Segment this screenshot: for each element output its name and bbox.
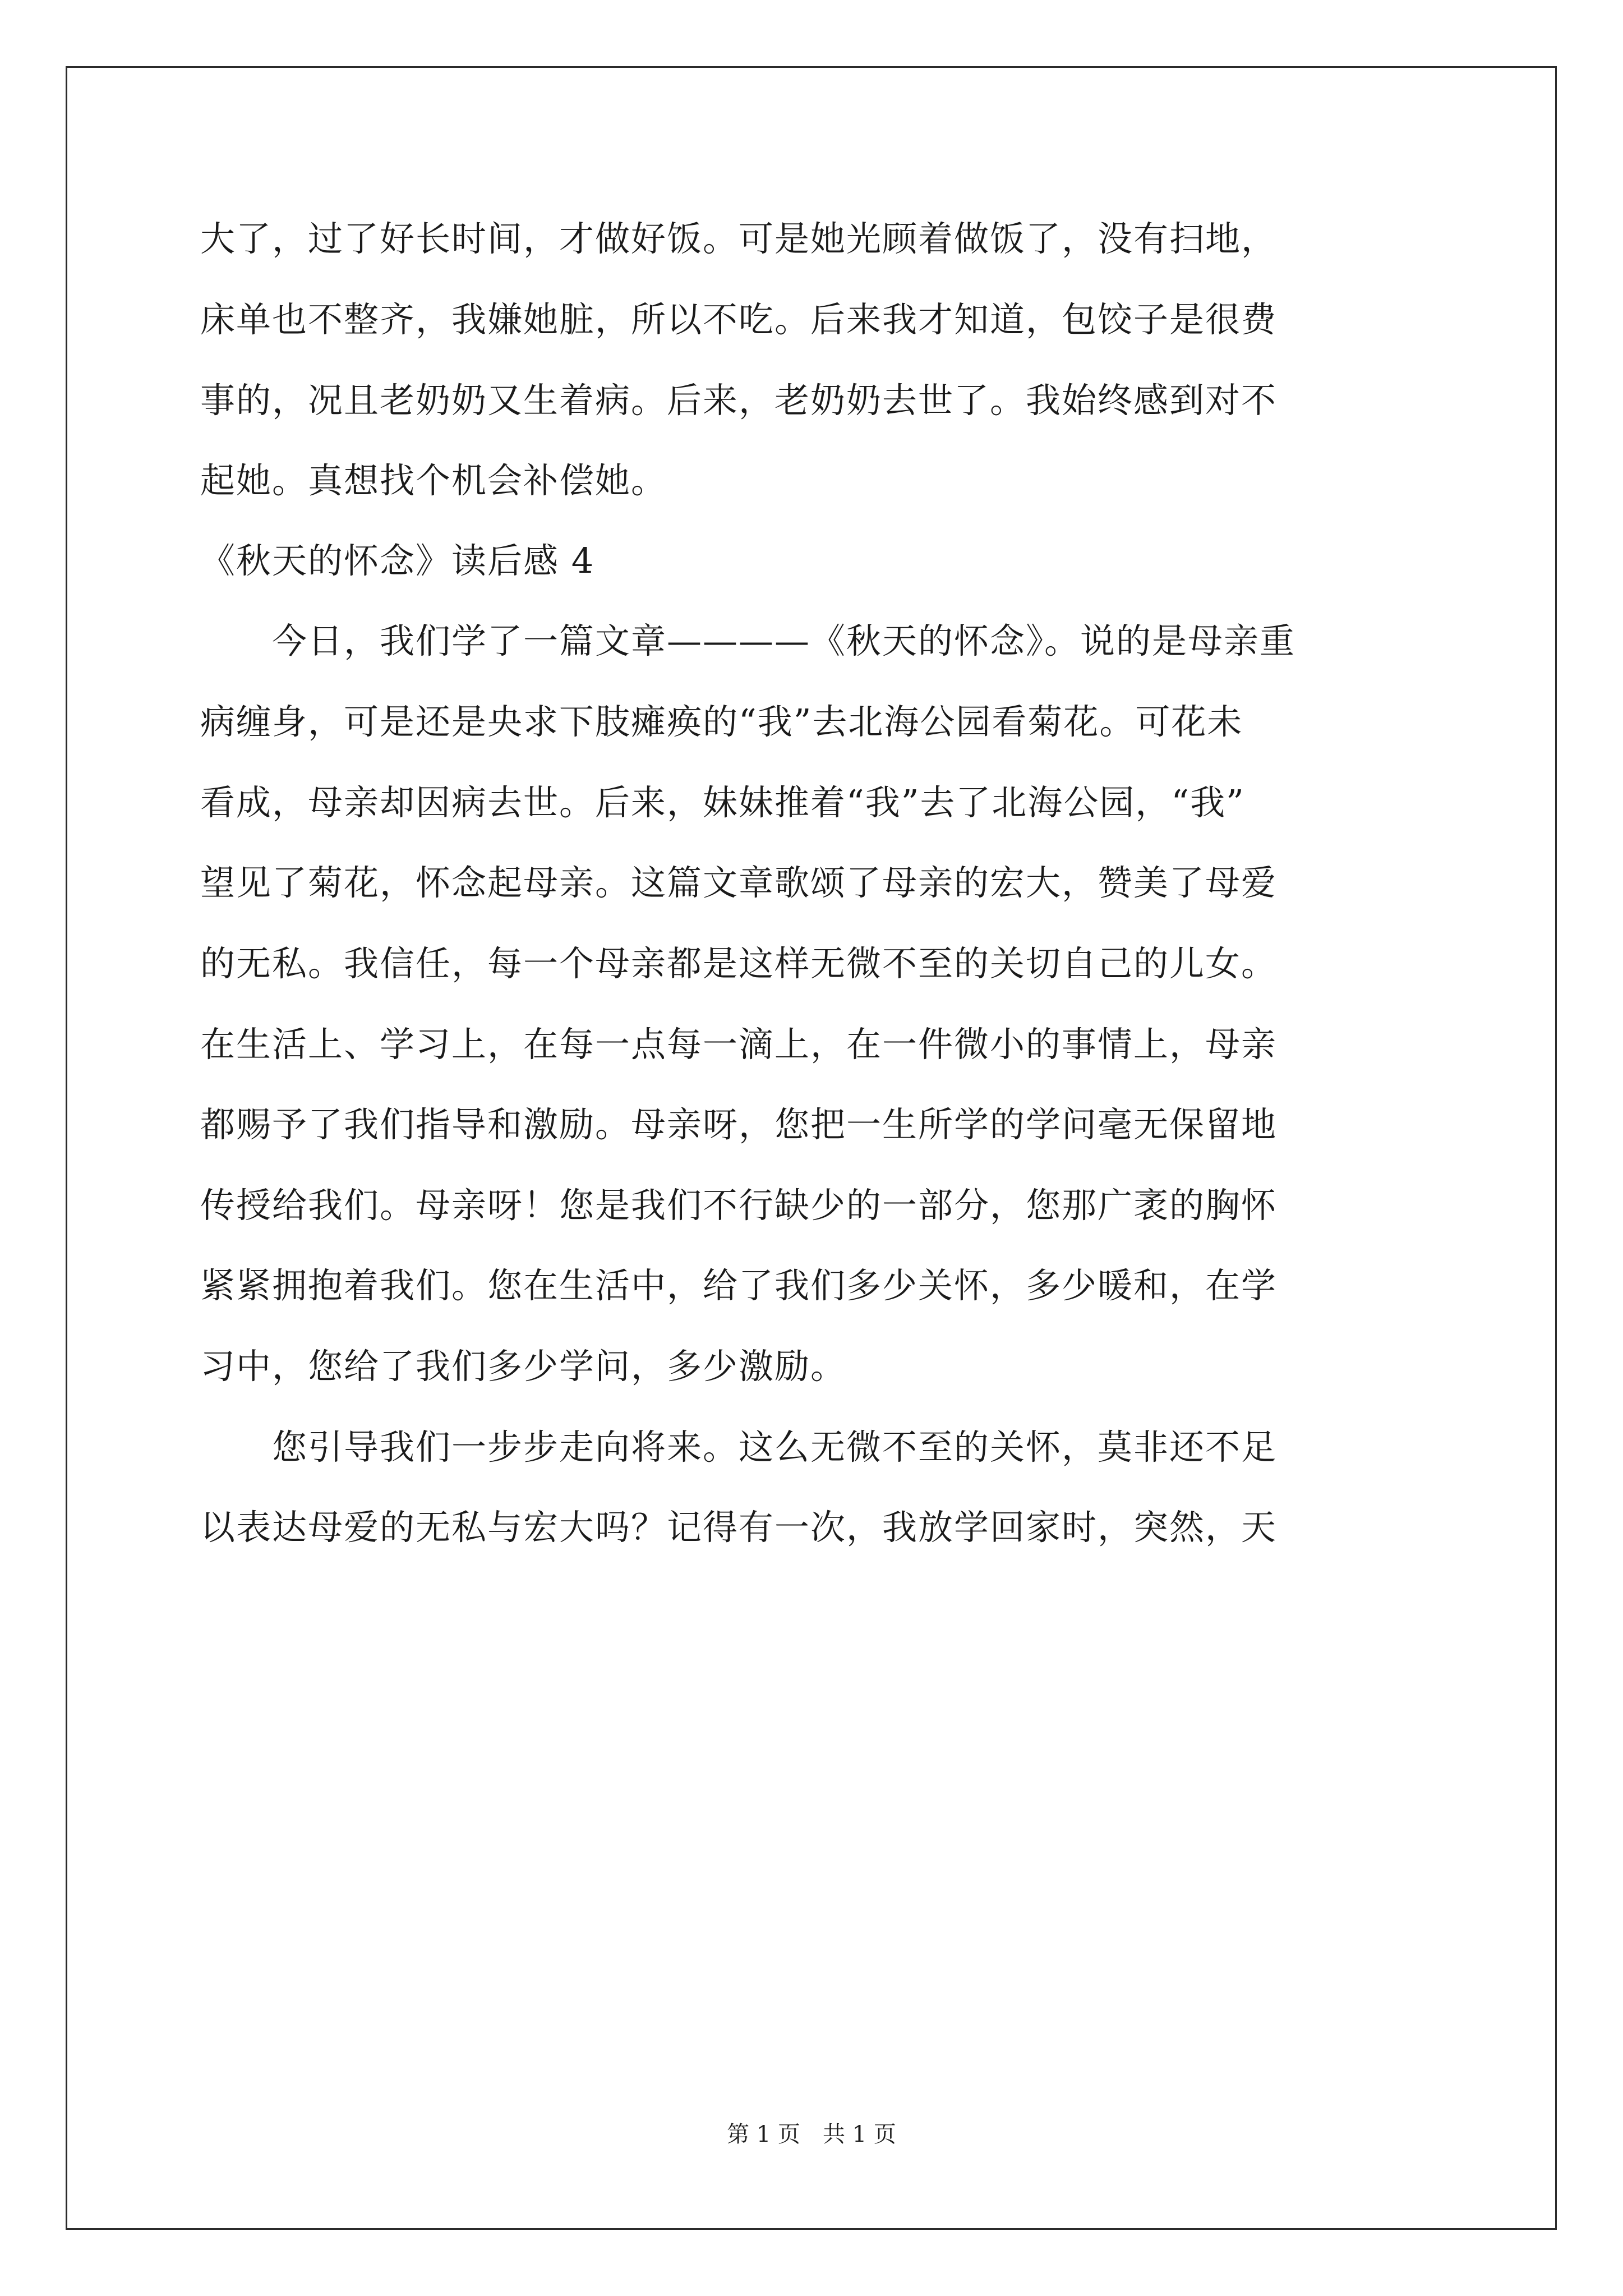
body-text-line-6: 今日，我们学了一篇文章————《秋天的怀念》。说的是母亲重	[200, 620, 1296, 661]
body-text-line-17: 以表达母爱的无私与宏大吗？记得有一次，我放学回家时，突然，天	[200, 1507, 1278, 1548]
body-text-line-11: 在生活上、学习上，在每一点每一滴上，在一件微小的事情上，母亲	[200, 1024, 1278, 1065]
section-heading: 《秋天的怀念》读后感 4	[200, 540, 595, 581]
body-text-line-12: 都赐予了我们指导和激励。母亲呀，您把一生所学的学问毫无保留地	[200, 1104, 1278, 1145]
body-text-line-14: 紧紧拥抱着我们。您在生活中，给了我们多少关怀，多少暖和，在学	[200, 1265, 1278, 1306]
body-text-line-10: 的无私。我信任，每一个母亲都是这样无微不至的关切自己的儿女。	[200, 943, 1278, 984]
body-text-line-13: 传授给我们。母亲呀！您是我们不行缺少的一部分，您那广袤的胸怀	[200, 1185, 1278, 1226]
body-text-line-16: 您引导我们一步步走向将来。这么无微不至的关怀，莫非还不足	[200, 1427, 1278, 1467]
body-text-line-15: 习中，您给了我们多少学问，多少激励。	[200, 1346, 847, 1387]
body-text-line-2: 床单也不整齐，我嫌她脏，所以不吃。后来我才知道，包饺子是很费	[200, 299, 1278, 340]
body-text-line-4: 起她。真想找个机会补偿她。	[200, 460, 667, 501]
body-text-line-3: 事的，况且老奶奶又生着病。后来，老奶奶去世了。我始终感到对不	[200, 380, 1278, 421]
page-number-footer: 第 1 页 共 1 页	[727, 2122, 896, 2147]
body-text-line-9: 望见了菊花，怀念起母亲。这篇文章歌颂了母亲的宏大，赞美了母爱	[200, 862, 1278, 903]
body-text-line-7: 病缠身，可是还是央求下肢瘫痪的“我”去北海公园看菊花。可花未	[200, 701, 1243, 742]
body-text-line-8: 看成，母亲却因病去世。后来，妹妹推着“我”去了北海公园，“我”	[200, 782, 1245, 823]
body-text-line-1: 大了，过了好长时间，才做好饭。可是她光顾着做饭了，没有扫地，	[200, 218, 1278, 259]
